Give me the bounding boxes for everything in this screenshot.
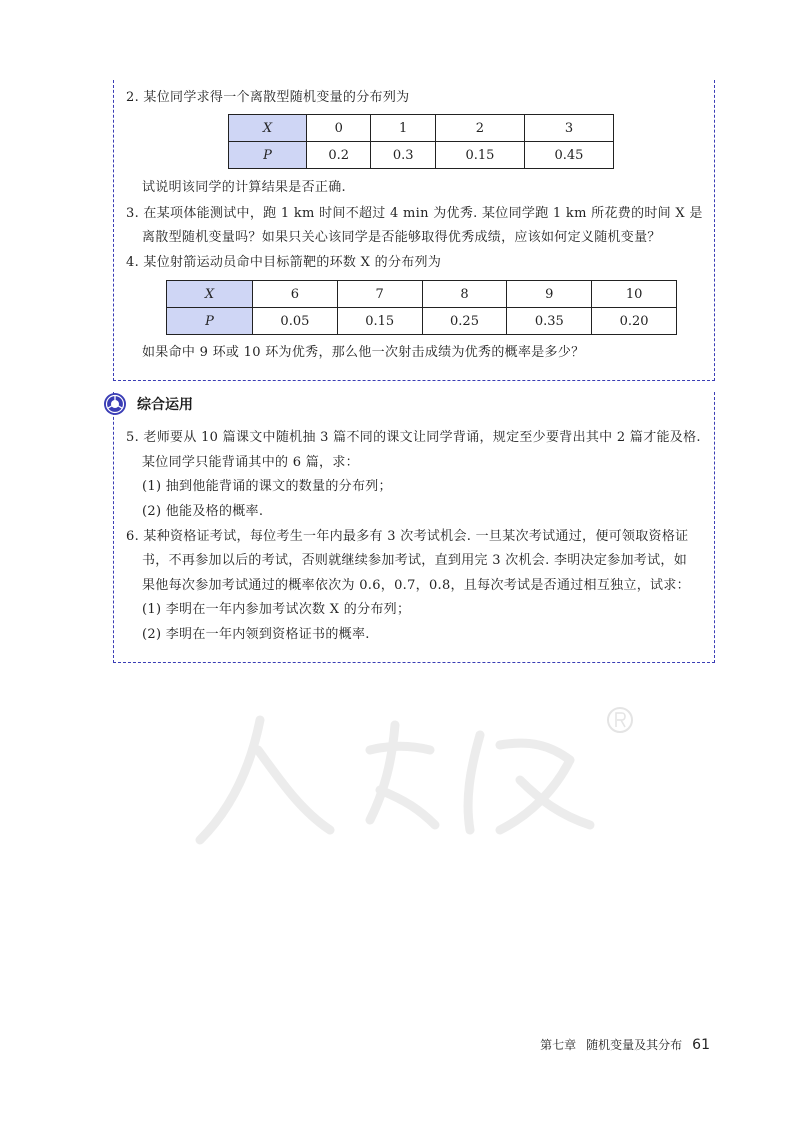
- table-cell: 0.45: [524, 142, 613, 169]
- question-5-part-2: (2) 他能及格的概率.: [142, 504, 264, 519]
- table-row: [229, 115, 614, 142]
- table-cell: 0.3: [371, 142, 435, 169]
- page-number: 61: [692, 1037, 710, 1053]
- question-3-line-1: 3. 在某项体能测试中，跑 1 km 时间不超过 4 min 为优秀. 某位同学跑 1 km 所花费的时间 X 是: [126, 206, 703, 221]
- question-6-part-1: (1) 李明在一年内参加考试次数 X 的分布列；: [142, 602, 411, 617]
- question-6-part-2: (2) 李明在一年内领到资格证书的概率.: [142, 627, 370, 642]
- table-cell: 9: [507, 281, 592, 308]
- table-header-x: X: [229, 115, 307, 142]
- table-cell: 3: [524, 115, 613, 142]
- table-header-p: P: [167, 308, 253, 335]
- distribution-table-1: [228, 114, 614, 169]
- table-cell: 7: [337, 281, 422, 308]
- section-header: [103, 392, 193, 416]
- question-5-line-2: 某位同学只能背诵其中的 6 篇，求：: [142, 455, 359, 470]
- table-cell: 0.35: [507, 308, 592, 335]
- table-header-p: P: [229, 142, 307, 169]
- table-cell: 8: [422, 281, 507, 308]
- table-header-x: X: [167, 281, 253, 308]
- question-3-line-2: 离散型随机变量吗？如果只关心该同学是否能够取得优秀成绩，应该如何定义随机变量？: [142, 230, 661, 245]
- question-2-text: 试说明该同学的计算结果是否正确.: [142, 180, 346, 195]
- publisher-watermark-icon: [180, 690, 640, 860]
- question-6-line-3: 果他每次参加考试通过的概率依次为 0.6，0.7，0.8，且每次考试是否通过相互独立，试求：: [142, 578, 690, 593]
- footer-chapter-title: 随机变量及其分布: [586, 1038, 683, 1052]
- table-row: [167, 281, 677, 308]
- distribution-table-2: [166, 280, 677, 335]
- page-footer: [540, 1036, 710, 1053]
- table-cell: 10: [592, 281, 677, 308]
- table-cell: 0.15: [337, 308, 422, 335]
- table-cell: 0.05: [253, 308, 338, 335]
- table-row: [229, 142, 614, 169]
- table-row: [167, 308, 677, 335]
- question-6-line-2: 书，不再参加以后的考试，否则就继续参加考试，直到用完 3 次机会. 李明决定参加考试，如: [142, 553, 688, 568]
- question-5-line-1: 5. 老师要从 10 篇课文中随机抽 3 篇不同的课文让同学背诵，规定至少要背出其中 2 篇才能及格.: [126, 430, 701, 445]
- question-4-text: 如果命中 9 环或 10 环为优秀，那么他一次射击成绩为优秀的概率是多少？: [142, 345, 585, 360]
- table-cell: 0.20: [592, 308, 677, 335]
- table-cell: 1: [371, 115, 435, 142]
- footer-chapter: 第七章: [540, 1038, 577, 1052]
- section-title: 综合运用: [137, 397, 193, 413]
- question-4-intro: 4. 某位射箭运动员命中目标箭靶的环数 X 的分布列为: [126, 255, 442, 270]
- table-cell: 0.2: [307, 142, 371, 169]
- question-5-part-1: (1) 抽到他能背诵的课文的数量的分布列；: [142, 479, 392, 494]
- table-cell: 2: [435, 115, 524, 142]
- table-cell: 0.25: [422, 308, 507, 335]
- table-cell: 0: [307, 115, 371, 142]
- question-6-line-1: 6. 某种资格证考试，每位考生一年内最多有 3 次考试机会. 一旦某次考试通过，便可领取资格证: [126, 529, 689, 544]
- table-cell: 0.15: [435, 142, 524, 169]
- question-2-intro: 2. 某位同学求得一个离散型随机变量的分布列为: [126, 90, 410, 105]
- section-badge-icon: [103, 392, 127, 416]
- table-cell: 6: [253, 281, 338, 308]
